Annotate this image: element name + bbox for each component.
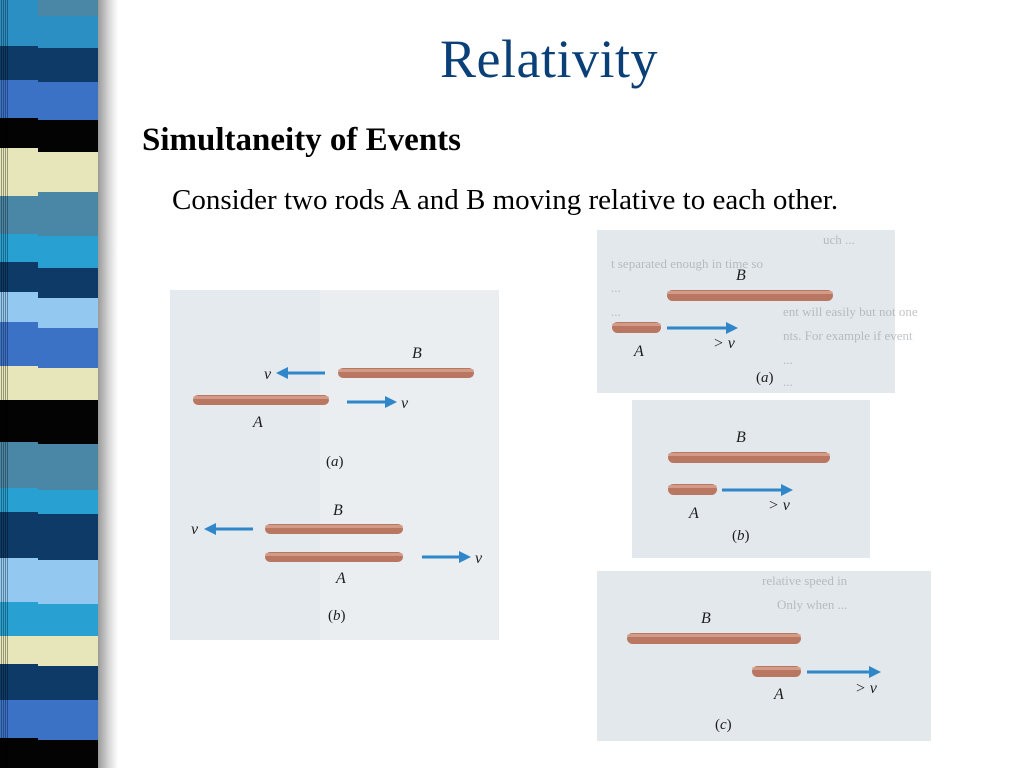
label-rod-a-a: A bbox=[253, 414, 263, 431]
speed-label-rb: > v bbox=[768, 497, 790, 514]
band-column-right bbox=[38, 0, 98, 768]
svg-text:...: ... bbox=[783, 374, 793, 389]
svg-text:...: ... bbox=[611, 280, 621, 295]
band-block bbox=[38, 400, 98, 444]
slide-subtitle: Simultaneity of Events bbox=[142, 122, 462, 158]
figure-right-b-svg bbox=[632, 400, 870, 558]
figure-rods-opposite bbox=[170, 290, 499, 640]
caption-rb: (b) bbox=[732, 528, 750, 544]
velocity-label-left-b: v bbox=[191, 521, 199, 538]
band-block bbox=[38, 298, 98, 328]
label-rod-a-rb: A bbox=[689, 505, 699, 522]
label-rod-b-a: B bbox=[412, 345, 422, 362]
band-block bbox=[38, 604, 98, 636]
band-block bbox=[38, 444, 98, 490]
band-block bbox=[38, 666, 98, 700]
label-rod-a-rc: A bbox=[774, 686, 784, 703]
speed-label-rc: > v bbox=[855, 680, 877, 697]
caption-rc: (c) bbox=[715, 717, 732, 733]
caption-b-left: (b) bbox=[328, 608, 346, 624]
band-block bbox=[38, 82, 98, 120]
band-block bbox=[38, 268, 98, 298]
figure-rods-opposite-svg bbox=[170, 290, 499, 640]
svg-text:...: ... bbox=[611, 304, 621, 319]
label-rod-b-b: B bbox=[333, 502, 343, 519]
band-block bbox=[38, 48, 98, 82]
svg-text:ent will easily but not one: ent will easily but not one bbox=[783, 304, 918, 319]
band-block bbox=[38, 328, 98, 368]
velocity-label-right-a: v bbox=[401, 395, 409, 412]
band-block bbox=[38, 368, 98, 400]
figure-right-c-svg bbox=[597, 571, 931, 741]
band-block bbox=[38, 0, 98, 16]
svg-text:relative speed in: relative speed in bbox=[762, 573, 848, 588]
svg-text:Only when ...: Only when ... bbox=[777, 597, 848, 612]
label-rod-b-rb: B bbox=[736, 429, 746, 446]
speed-label-ra: > v bbox=[713, 335, 735, 352]
band-block bbox=[38, 236, 98, 268]
band-block bbox=[38, 740, 98, 768]
caption-ra: (a) bbox=[756, 370, 774, 386]
band-shadow bbox=[98, 0, 118, 768]
figure-right-a bbox=[597, 230, 918, 393]
slide-body-text: Consider two rods A and B moving relative to each other. bbox=[172, 184, 839, 216]
svg-text:t separated enough in time so: t separated enough in time so bbox=[611, 256, 763, 271]
figure-right-a-svg bbox=[597, 230, 918, 393]
band-block bbox=[38, 152, 98, 192]
velocity-label-left-a: v bbox=[264, 366, 272, 383]
label-rod-b-rc: B bbox=[701, 610, 711, 627]
band-block bbox=[38, 560, 98, 604]
decorative-side-band bbox=[0, 0, 118, 768]
band-block bbox=[38, 514, 98, 560]
band-block bbox=[38, 700, 98, 740]
figure-right-c bbox=[597, 571, 931, 741]
label-rod-a-ra: A bbox=[634, 343, 644, 360]
band-block bbox=[38, 490, 98, 514]
band-edge-lines bbox=[0, 0, 8, 768]
svg-text:...: ... bbox=[783, 352, 793, 367]
band-block bbox=[38, 120, 98, 152]
band-block bbox=[38, 16, 98, 48]
label-rod-a-b: A bbox=[336, 570, 346, 587]
band-block bbox=[38, 636, 98, 666]
label-rod-b-ra: B bbox=[736, 267, 746, 284]
svg-text:nts. For example if event: nts. For example if event bbox=[783, 328, 913, 343]
velocity-label-right-b: v bbox=[475, 550, 483, 567]
figure-right-b bbox=[632, 400, 870, 558]
band-block bbox=[38, 192, 98, 236]
slide-title: Relativity bbox=[440, 29, 658, 89]
svg-text:uch ...: uch ... bbox=[823, 232, 855, 247]
caption-a-left: (a) bbox=[326, 454, 344, 470]
